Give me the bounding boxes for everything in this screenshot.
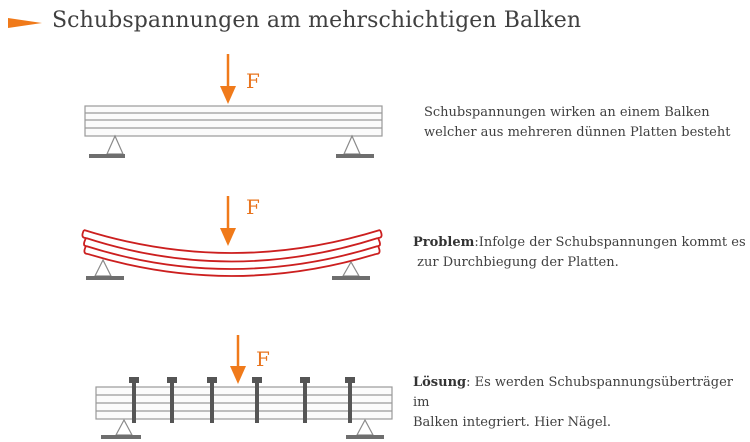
right-support-icon	[336, 136, 374, 158]
beam-plates	[96, 387, 392, 419]
solution-label: Lösung	[413, 375, 467, 390]
intro-line-2: welcher aus mehreren dünnen Platten besteht	[424, 125, 731, 140]
force-label: F	[246, 69, 260, 93]
diagram-bent-plates	[82, 195, 381, 280]
force-arrow-icon	[220, 54, 236, 104]
force-arrow-icon	[220, 196, 236, 246]
beam-plates	[85, 106, 382, 136]
problem-description	[413, 233, 748, 273]
force-label: F	[246, 195, 260, 219]
diagram-nailed-beam	[96, 335, 392, 439]
solution-line-1: : Es werden Schubspannungsüberträger im	[413, 375, 733, 410]
problem-line-1: :Infolge der Schubspannungen kommt es	[474, 235, 746, 250]
problem-line-2: zur Durchbiegung der Platten.	[413, 255, 619, 270]
force-label: F	[256, 347, 270, 371]
intro-line-1: Schubspannungen wirken an einem Balken	[424, 105, 710, 120]
force-arrow-icon	[230, 335, 246, 384]
solution-description	[413, 373, 748, 433]
intro-description	[424, 103, 744, 143]
problem-label: Problem	[413, 235, 475, 250]
slide-title-text: Schubspannungen am mehrschichtigen Balken	[52, 8, 582, 33]
diagram-layered-beam	[85, 54, 382, 158]
left-support-icon	[89, 136, 125, 158]
solution-line-2: Balken integriert. Hier Nägel.	[413, 415, 612, 430]
